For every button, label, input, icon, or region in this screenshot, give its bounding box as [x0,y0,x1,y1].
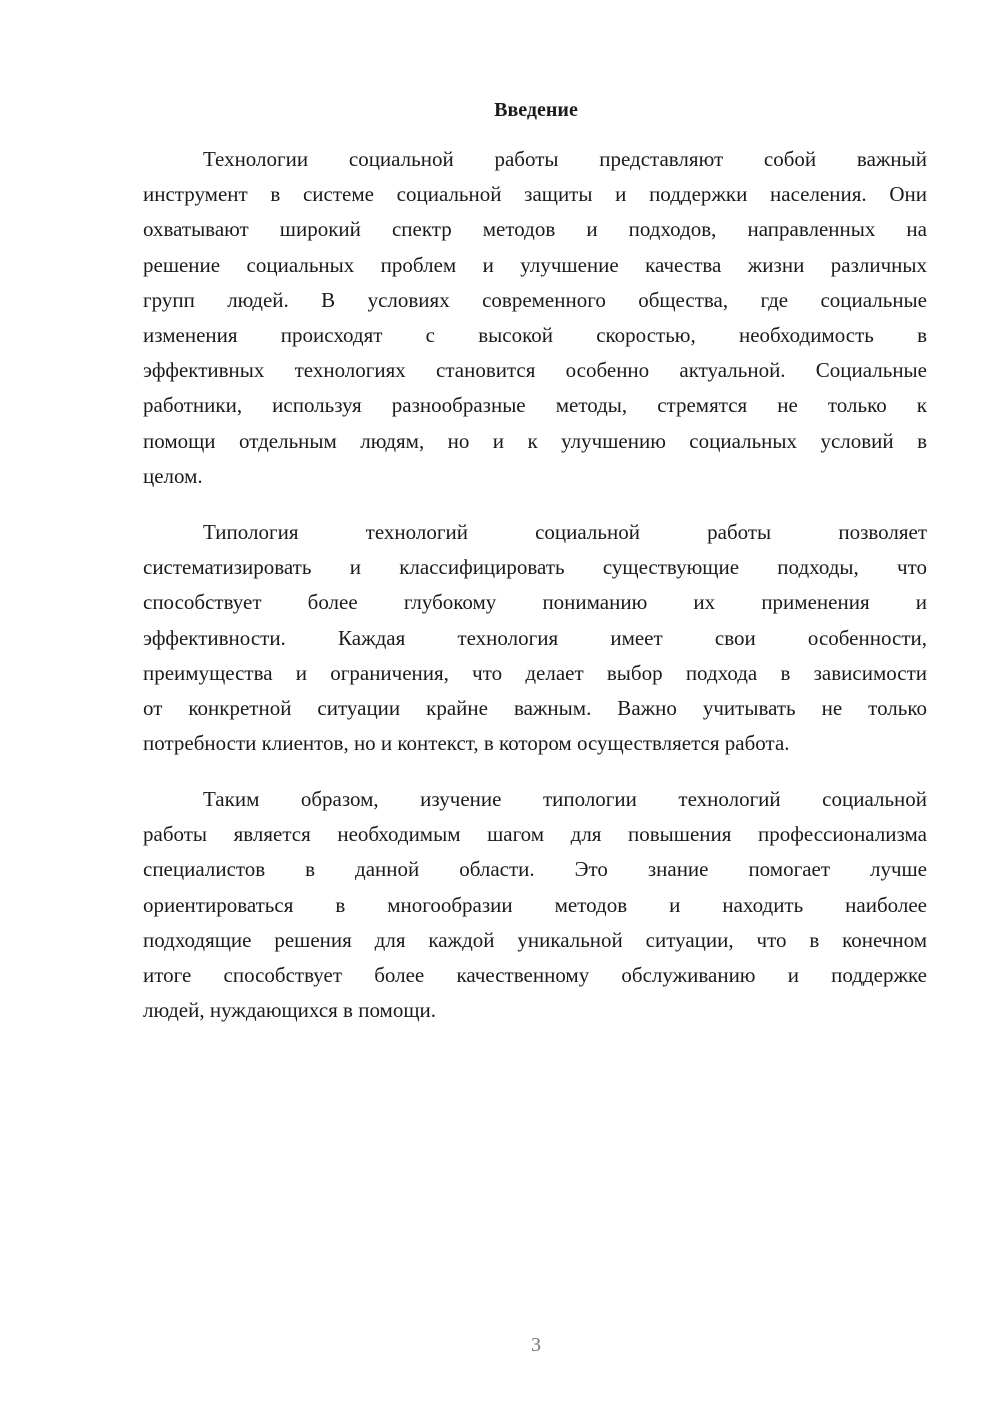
text-line: преимущества и ограничения, что делает выбор подхода в зависимости [143,660,927,685]
text-line: Технологии социальной работы представляют собой важный [203,147,927,171]
text-line: инструмент в системе социальной защиты и поддержки населения. Они [143,182,927,207]
text-line: потребности клиентов, но и контекст, в котором осуществляется работа. [143,731,790,756]
text-line: работы является необходимым шагом для повышения профессионализма [143,822,927,847]
text-line: изменения происходят с высокой скоростью, необходимость в [143,322,927,347]
text-line: работники, используя разнообразные методы, стремятся не только к [143,393,927,418]
text-line: помощи отдельным людям, но и к улучшению социальных условий в [143,428,927,453]
paragraph-3 [143,782,927,1028]
text-line: способствует более глубокому пониманию их применения и [143,590,927,615]
text-line: эффективности. Каждая технология имеет свои особенности, [143,625,927,650]
text-line: охватывают широкий спектр методов и подходов, направленных на [143,217,927,242]
paragraph-1 [143,142,927,494]
text-line: специалистов в данной области. Это знание помогает лучше [143,857,927,882]
text-line: подходящие решения для каждой уникальной ситуации, что в конечном [143,927,927,952]
text-line: Типология технологий социальной работы позволяет [203,520,927,544]
section-title: Введение [494,99,578,121]
paragraph-2 [143,515,927,761]
text-line: эффективных технологиях становится особенно актуальной. Социальные [143,358,927,383]
text-line: Таким образом, изучение типологии технологий социальной [203,787,927,811]
text-line: решение социальных проблем и улучшение качества жизни различных [143,252,927,277]
text-line: людей, нуждающихся в помощи. [143,998,436,1023]
text-line: систематизировать и классифицировать существующие подходы, что [143,555,927,580]
text-line: итоге способствует более качественному обслуживанию и поддержке [143,962,927,987]
text-line: от конкретной ситуации крайне важным. Важно учитывать не только [143,695,927,720]
page-number: 3 [531,1334,541,1356]
text-line: целом. [143,463,203,488]
text-line: групп людей. В условиях современного общества, где социальные [143,287,927,312]
text-line: ориентироваться в многообразии методов и находить наиболее [143,892,927,917]
